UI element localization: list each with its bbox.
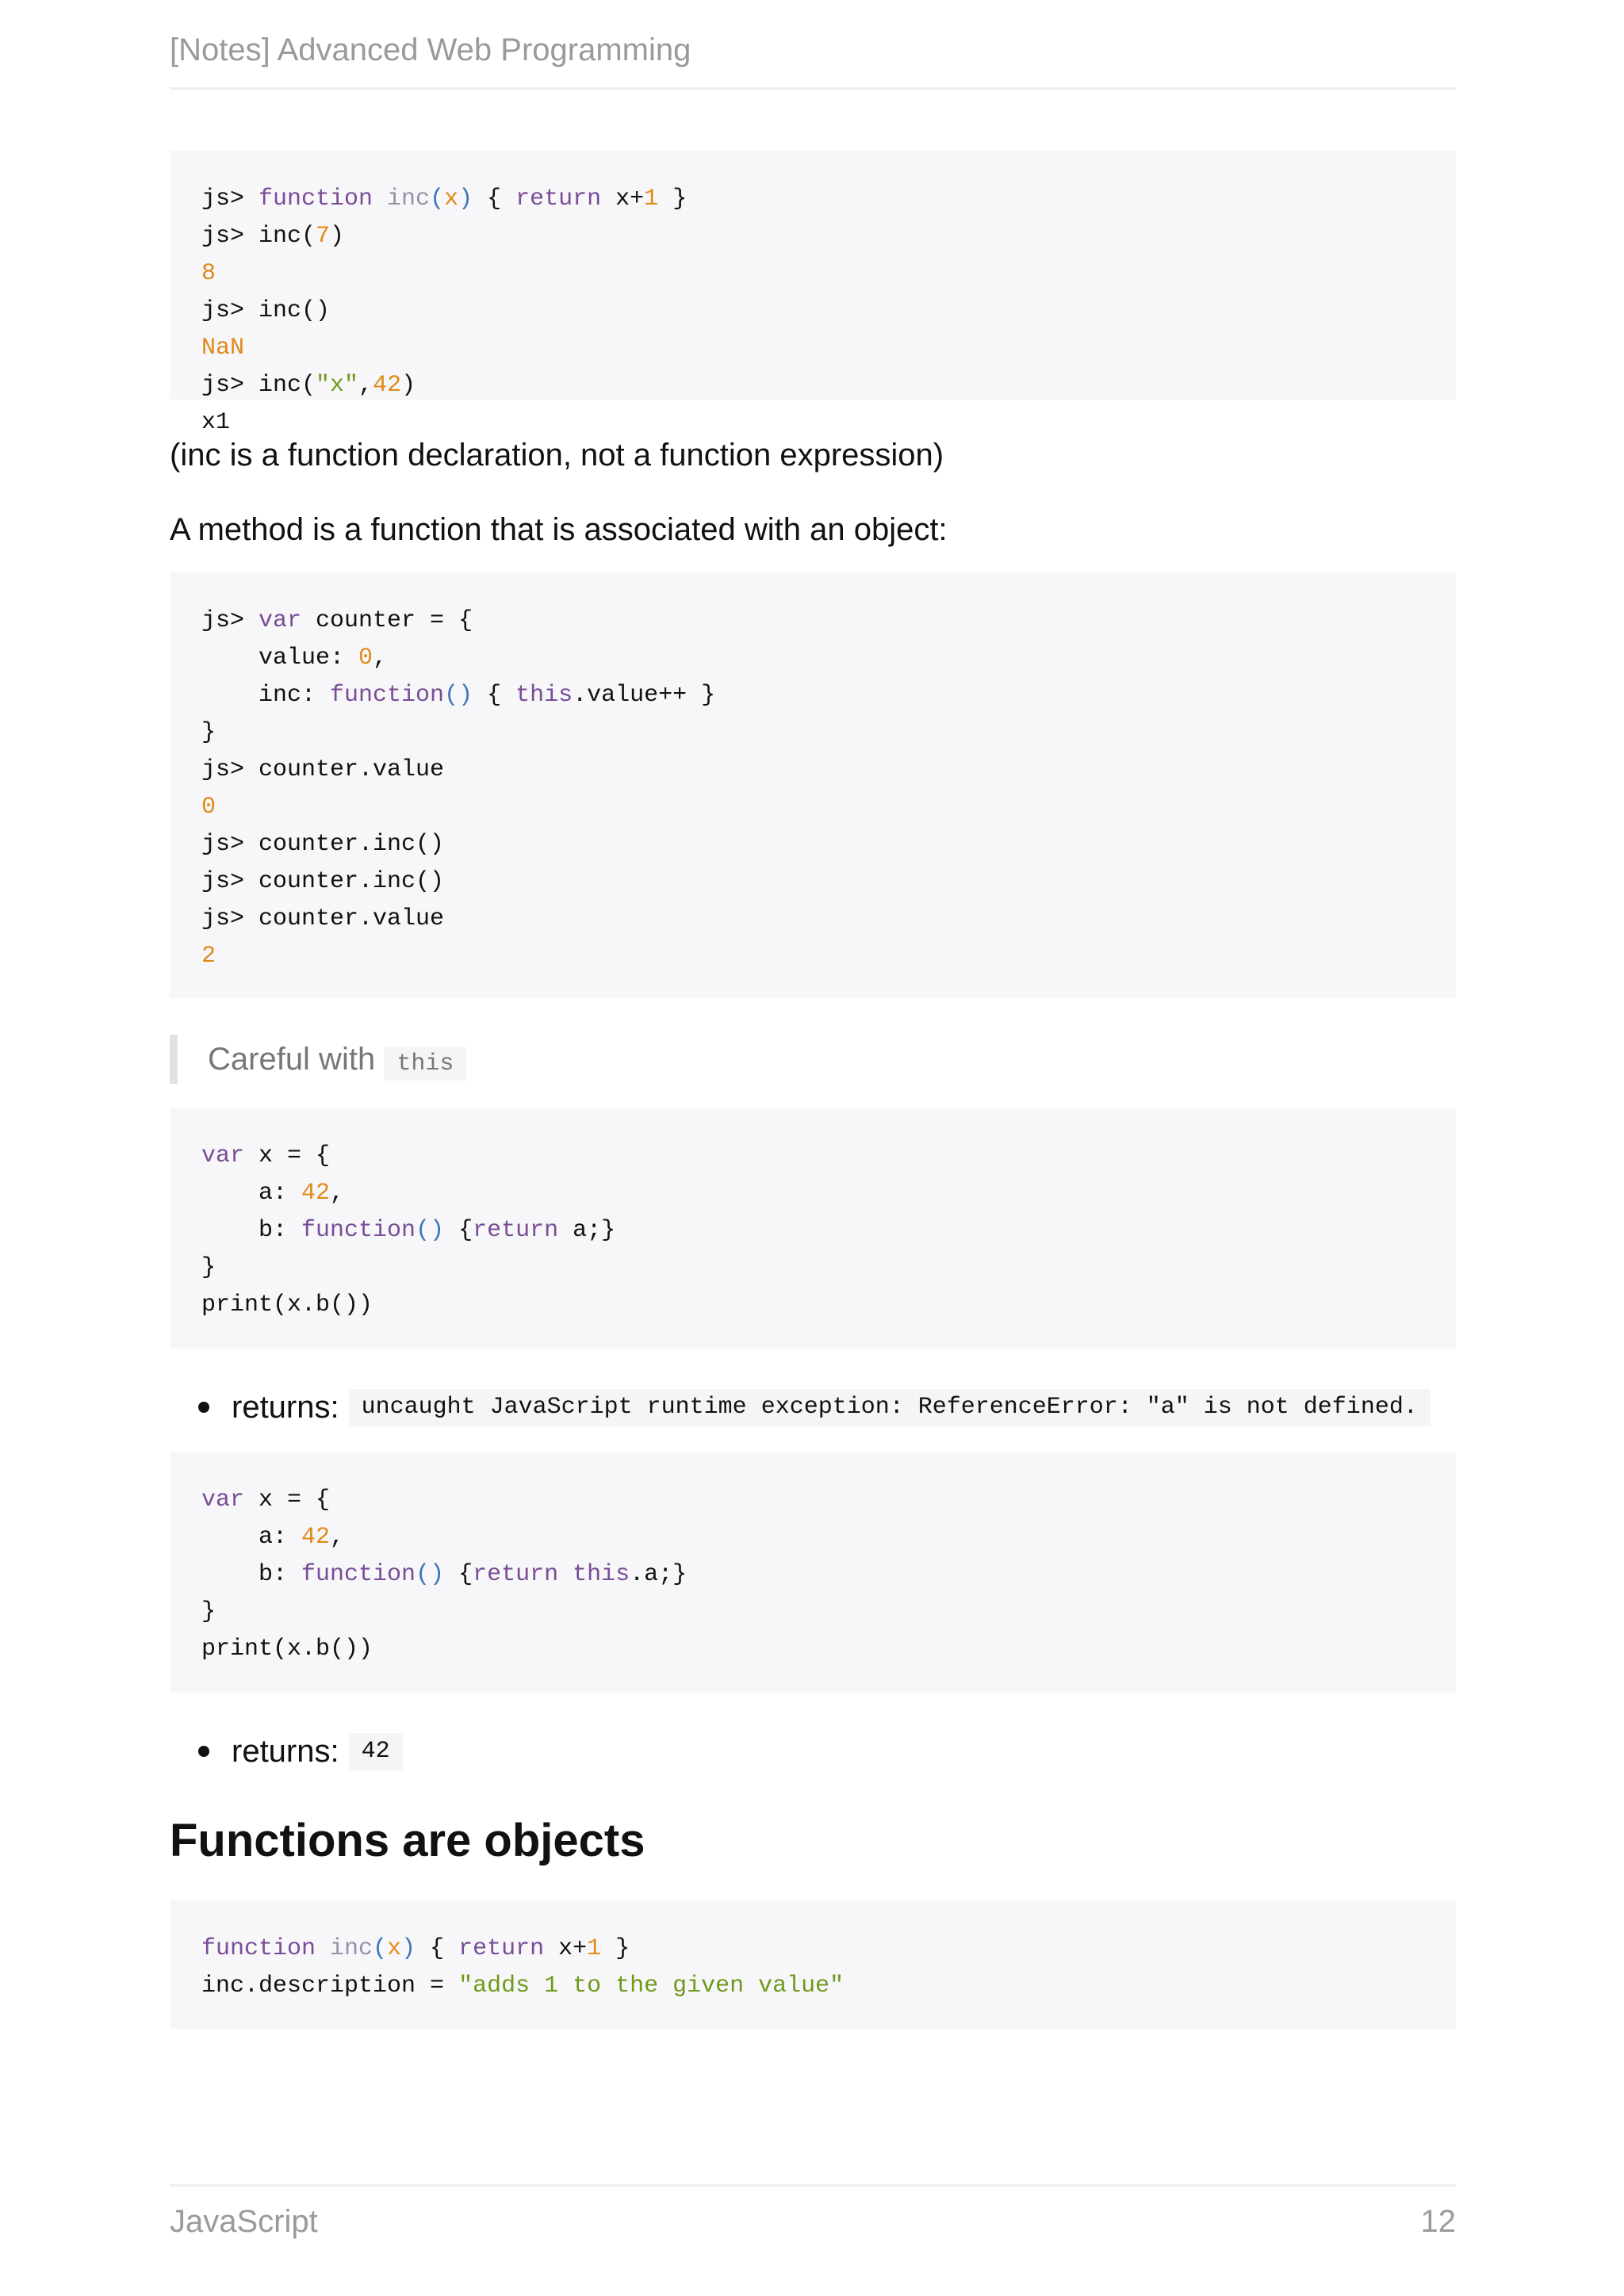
code-text: ) bbox=[401, 372, 416, 399]
number: 7 bbox=[316, 223, 331, 250]
number: 42 bbox=[301, 1180, 331, 1207]
code-text: , bbox=[358, 372, 373, 399]
code-block-description bbox=[170, 1900, 1456, 2029]
code-text: , bbox=[373, 645, 388, 672]
footer-section-label: JavaScript bbox=[170, 2204, 318, 2239]
blockquote bbox=[170, 1035, 1456, 1084]
inline-code: 42 bbox=[349, 1733, 403, 1770]
list-item bbox=[170, 1387, 1456, 1428]
code-text: x+ bbox=[601, 186, 645, 212]
number: 42 bbox=[373, 372, 402, 399]
code-line: js> counter.inc() bbox=[201, 868, 445, 895]
code-text: js> inc( bbox=[201, 223, 316, 250]
keyword: this bbox=[573, 1561, 630, 1588]
code-text: , bbox=[330, 1524, 345, 1551]
code-line: print(x.b()) bbox=[201, 1292, 373, 1318]
code-text: counter = { bbox=[301, 607, 473, 634]
bullet-icon bbox=[198, 1746, 209, 1757]
prompt-text: js> bbox=[201, 186, 259, 212]
keyword: return bbox=[473, 1561, 559, 1588]
page-content bbox=[170, 151, 1456, 2029]
paren: () bbox=[416, 1561, 445, 1588]
code-line: } bbox=[201, 1598, 216, 1625]
keyword: var bbox=[201, 1142, 245, 1169]
code-line bbox=[201, 1556, 1424, 1594]
keyword: var bbox=[259, 607, 302, 634]
paragraph: A method is a function that is associated with an object: bbox=[170, 512, 948, 547]
number: 42 bbox=[301, 1524, 331, 1551]
code-text: { bbox=[473, 186, 516, 212]
code-text: .value++ } bbox=[573, 682, 716, 709]
code-text bbox=[558, 1561, 573, 1588]
code-text: js> inc( bbox=[201, 372, 316, 399]
code-text: } bbox=[658, 186, 688, 212]
code-line bbox=[201, 1212, 1424, 1249]
document-title: [Notes] Advanced Web Programming bbox=[170, 33, 691, 67]
code-block-print-a bbox=[170, 1108, 1456, 1349]
code-line bbox=[201, 181, 1424, 218]
code-line bbox=[201, 1519, 1424, 1556]
code-text: x+ bbox=[544, 1934, 588, 1962]
code-line bbox=[201, 367, 1424, 404]
param: x bbox=[387, 1934, 402, 1962]
code-line: js> counter.inc() bbox=[201, 831, 445, 858]
code-line: print(x.b()) bbox=[201, 1636, 373, 1663]
keyword: function bbox=[259, 186, 373, 212]
paren: ) bbox=[401, 1934, 416, 1962]
code-text: inc: bbox=[201, 682, 331, 709]
string: "x" bbox=[316, 372, 359, 399]
code-line bbox=[201, 218, 1424, 255]
prompt-text: js> bbox=[201, 607, 259, 634]
code-line: 2 bbox=[201, 943, 216, 970]
code-line bbox=[201, 1482, 1424, 1519]
code-line: } bbox=[201, 719, 216, 746]
code-line bbox=[201, 1138, 1424, 1175]
code-text: value: bbox=[201, 645, 359, 672]
code-line: js> counter.value bbox=[201, 756, 445, 783]
code-line bbox=[201, 1931, 1424, 1968]
code-text: a: bbox=[201, 1524, 302, 1551]
code-line: 8 bbox=[201, 260, 216, 287]
code-line bbox=[201, 677, 1424, 714]
paragraph: (inc is a function declaration, not a function expression) bbox=[170, 438, 944, 473]
bullet-label: returns: bbox=[232, 1390, 339, 1425]
keyword: return bbox=[515, 186, 602, 212]
paren: () bbox=[444, 682, 473, 709]
number: 1 bbox=[587, 1934, 602, 1962]
code-line: js> inc() bbox=[201, 297, 331, 324]
code-text: a: bbox=[201, 1180, 302, 1207]
bullet-icon bbox=[198, 1402, 209, 1413]
code-text: { bbox=[444, 1561, 473, 1588]
code-block-counter bbox=[170, 572, 1456, 998]
code-line: x1 bbox=[201, 409, 231, 436]
keyword: function bbox=[301, 1561, 416, 1588]
code-text: { bbox=[416, 1934, 459, 1962]
paren: () bbox=[416, 1217, 445, 1244]
code-text: ) bbox=[330, 223, 345, 250]
code-line bbox=[201, 1968, 1424, 2005]
code-line bbox=[201, 1175, 1424, 1212]
keyword: function bbox=[330, 682, 445, 709]
keyword: return bbox=[473, 1217, 559, 1244]
code-text: a;} bbox=[558, 1217, 616, 1244]
code-text: b: bbox=[201, 1561, 302, 1588]
code-text: x = { bbox=[244, 1142, 331, 1169]
paren: ) bbox=[458, 186, 473, 212]
function-name: inc bbox=[373, 186, 431, 212]
number: 1 bbox=[644, 186, 659, 212]
paren: ( bbox=[373, 1934, 388, 1962]
inline-code: this bbox=[384, 1047, 466, 1081]
number: 0 bbox=[358, 645, 373, 672]
page-footer bbox=[170, 2184, 1456, 2240]
code-text: } bbox=[601, 1934, 630, 1962]
code-line bbox=[201, 603, 1424, 640]
keyword: function bbox=[201, 1934, 316, 1962]
code-line: } bbox=[201, 1254, 216, 1281]
code-text: .a;} bbox=[630, 1561, 688, 1588]
code-line: 0 bbox=[201, 794, 216, 821]
keyword: function bbox=[301, 1217, 416, 1244]
quote-text: Careful with bbox=[208, 1042, 385, 1077]
code-text: { bbox=[444, 1217, 473, 1244]
section-heading: Functions are objects bbox=[170, 1815, 645, 1866]
list-item bbox=[170, 1731, 1456, 1772]
code-line: js> counter.value bbox=[201, 905, 445, 932]
code-text: x = { bbox=[244, 1487, 331, 1513]
code-block-inc bbox=[170, 151, 1456, 436]
page-number: 12 bbox=[1420, 2204, 1456, 2239]
paren: ( bbox=[430, 186, 445, 212]
inline-code: uncaught JavaScript runtime exception: ReferenceError: "a" is not defined. bbox=[349, 1389, 1431, 1426]
keyword: this bbox=[515, 682, 573, 709]
code-block-print-this bbox=[170, 1452, 1456, 1693]
code-text: inc.description = bbox=[201, 1972, 459, 1999]
param: x bbox=[444, 186, 459, 212]
keyword: var bbox=[201, 1487, 245, 1513]
code-text: , bbox=[330, 1180, 345, 1207]
bullet-label: returns: bbox=[232, 1734, 339, 1769]
code-text: { bbox=[473, 682, 516, 709]
page-header bbox=[170, 32, 1456, 90]
code-line: NaN bbox=[201, 335, 245, 362]
code-line bbox=[201, 640, 1424, 677]
code-text: b: bbox=[201, 1217, 302, 1244]
keyword: return bbox=[458, 1934, 545, 1962]
function-name: inc bbox=[316, 1934, 373, 1962]
string: "adds 1 to the given value" bbox=[458, 1972, 845, 1999]
